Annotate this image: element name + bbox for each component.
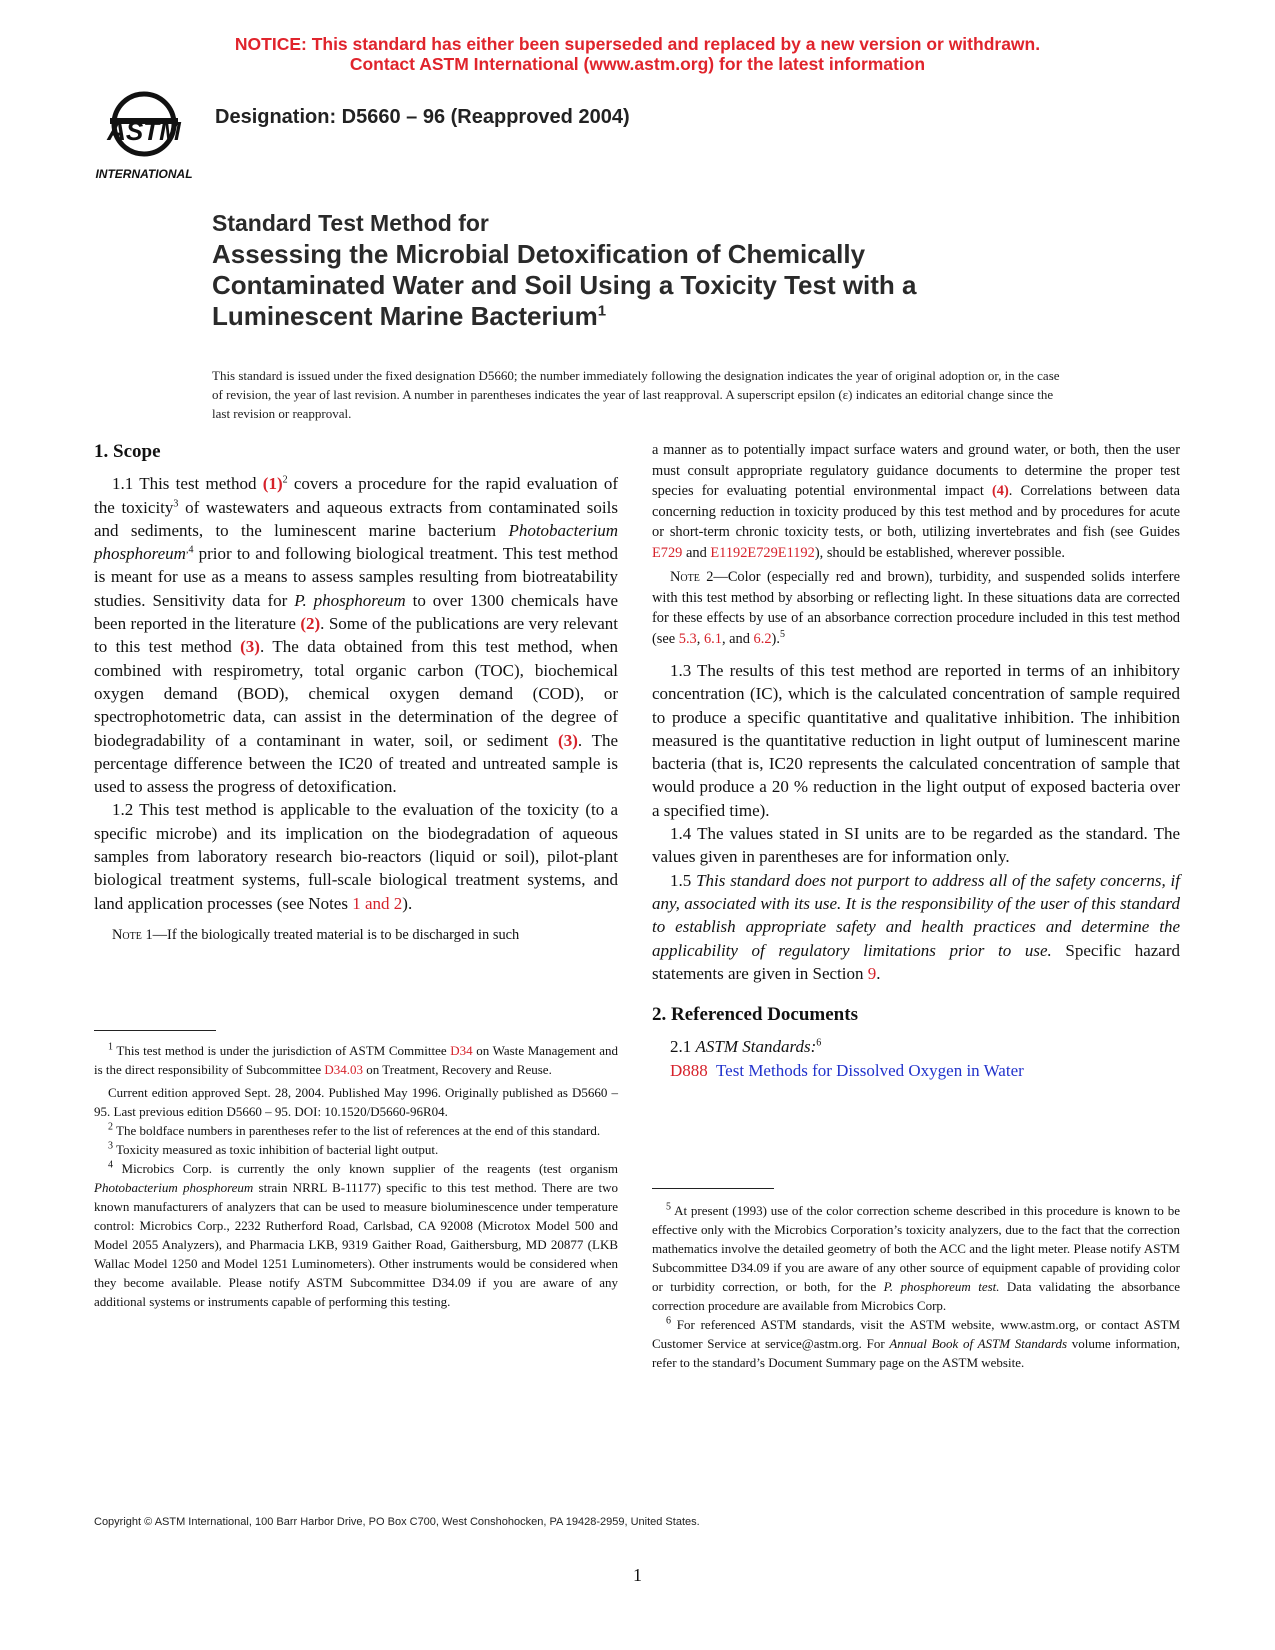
left-footnotes [94, 1030, 618, 1311]
footnote-4: $^4$ Microbics Corp. is currently the only known supplier of the reagents (test organism Photobacterium phosphoreum strain NRRL B-11177) specific to this test method. There are two known manufacturers of analyzers that can be used to measure bioluminescence under temperature control: Microbics Corp., 2232 Rutherford Road, Carlsbad, CA 92008 (Microtox Model 500 and Model 2055 Analyzers), and Pharmacia LKB, 9319 Gaither Road, Gaithersburg, MD 20877 (LKB Wallac Model 1250 and Model 1251 Luminometers). Other instruments would be considered when they become available. Please notify ASTM Subcommittee D34.09 if you are aware of any additional systems or instruments capable of performing this testing. [94, 1159, 618, 1309]
section-link-9[interactable]: 9 [867, 963, 877, 983]
edition-note: Current edition approved Sept. 28, 2004. Published May 1996. Originally published as D5660 – 95. Last previous edition D5660 – 95. DOI: 10.1520/D5660-96R04. [94, 1085, 618, 1119]
right-footnotes [652, 1188, 1180, 1372]
title-line-3: Contaminated Water and Soil Using a Toxicity Test with a [212, 270, 917, 300]
footnote-rule [94, 1030, 216, 1031]
title-line-2: Assessing the Microbial Detoxification of Chemically [212, 239, 866, 269]
title-line-4: Luminescent Marine Bacterium [212, 301, 598, 331]
title-footnote-mark: 1 [597, 302, 607, 320]
guide-link-e729[interactable]: E729 [652, 544, 683, 561]
footnote-6: $^6$ For referenced ASTM standards, visit the ASTM website, www.astm.org, or contact ASTM Customer Service at service@astm.org. For Annual Book of ASTM Standards volume information, refer to the standard’s Document Summary page on the ASTM website. [652, 1315, 1181, 1370]
footnote-1: $^1$ This test method is under the jurisdiction of ASTM Committee D34 on Waste Management and is the direct responsibility of Subcommittee D34.03 on Treatment, Recovery and Reuse. [94, 1041, 619, 1077]
note-2: Note 2—Color (especially red and brown), turbidity, and suspended solids interfere with this test method by absorbing or reflecting light. In these situations data are corrected for these effects by use of an absorbance correction procedure included in this test method (see 5.3, 6.1, and 6.2).$^5$ [652, 569, 1180, 647]
footnote-5: $^5$ At present (1993) use of the color correction scheme described in this procedure is known to be effective only with the Microbics Corporation’s toxicity analyzers, due to the fact that the correction mathematics involve the detailed geometry of both the ACC and the light meter. Please notify ASTM Subcommittee D34.09 if you are aware of any other source of equipment capable of providing color or turbidity correction, or both, for the P. phosphoreum test. Data validating the absorbance correction procedure are available from Microbics Corp. [652, 1201, 1180, 1313]
note-1-start: Note 1—If the biologically treated material is to be discharged in such [112, 926, 520, 943]
paragraph-1-4: 1.4 The values stated in SI units are to be regarded as the standard. The values given in parentheses are for information only. [652, 824, 1180, 867]
copyright-line: Copyright © ASTM International, 100 Barr Harbor Drive, PO Box C700, West Conshohocken, PA 19428-2959, United States. [94, 1516, 700, 1528]
section-link-6-2[interactable]: 6.2 [753, 630, 772, 647]
ref-link-1[interactable]: (1) [262, 474, 283, 494]
paragraph-1-3: 1.3 The results of this test method are reported in terms of an inhibitory concentration (IC), which is the calculated concentration of sample required to produce a specific quantitative and qualitative inhibition. The inhibition measured is the quantitative reduction in light output of luminescent marine bacteria (that is, IC20 represents the calculated concentration of sample that would produce a 20 % reduction in the light output of exposed bacteria over a specified time). [652, 661, 1180, 820]
ref-link-3b[interactable]: (3) [558, 730, 578, 750]
section-link-5-3[interactable]: 5.3 [678, 630, 697, 647]
section-heading-referenced: 2. Referenced Documents [652, 1004, 858, 1026]
footnote-2: $^2$ The boldface numbers in parentheses refer to the list of references at the end of this standard. [108, 1121, 601, 1138]
document-title [212, 208, 1112, 332]
paragraph-1-5: 1.5 This standard does not purport to address all of the safety concerns, if any, associated with its use. It is the responsibility of the user of this standard to establish appropriate safety and health practices and determine the applicability of regulatory limitations prior to use. Specific hazard statements are given in Section 9. [652, 870, 1180, 983]
referenced-doc-d888[interactable]: D888 Test Methods for Dissolved Oxygen in Water [670, 1060, 1024, 1080]
paragraph-1-1: 1.1 This test method $(1)^2$ covers a procedure for the rapid evaluation of the toxicity$^3$ of wastewaters and aqueous extracts from contaminated soils and sediments, to the luminescent marine bacterium Photobacterium phosphoreum$^{,4}$ prior to and following biological treatment. This test method is meant for use as a means to assess samples resulting from biotreatability studies. Sensitivity data for P. phosphoreum to over 1300 chemicals have been reported in the literature (2). Some of the publications are very relevant to this test method (3). The data obtained from this test method, when combined with respirometry, total organic carbon (TOC), biochemical oxygen demand (BOD), chemical oxygen demand (COD), or spectrophotometric data, can assist in the determination of the degree of biodegradability of a contaminant in water, soil, or sediment (3). The percentage difference between the IC20 of treated and untreated sample is used to assess the progress of detoxification. [94, 474, 619, 797]
committee-link[interactable]: D34 [450, 1043, 473, 1058]
notice-line-2: Contact ASTM International (www.astm.org) for the latest information [349, 54, 926, 74]
logo-subtitle: INTERNATIONAL [95, 167, 193, 181]
note-1-continued: a manner as to potentially impact surface waters and ground water, or both, then the user must consult appropriate regulatory guidance documents to determine the proper test species for evaluating potential environmental impact (4). Correlations between data concerning reduction in toxicity produced by this test method and by procedures for acute or short-term chronic toxicity tests, or both, utilizing invertebrates and fish (see Guides E729 and E1192E729E1192), should be established, wherever possible. [652, 442, 1180, 561]
section-link-6-1[interactable]: 6.1 [703, 630, 722, 647]
title-line-1: Standard Test Method for [212, 210, 489, 236]
left-column [94, 440, 619, 1309]
ref-link-3[interactable]: (3) [240, 637, 260, 657]
ref-link-4[interactable]: (4) [992, 483, 1009, 499]
footnote-3: $^3$ Toxicity measured as toxic inhibition of bacterial light output. [108, 1140, 439, 1157]
guide-link-e1192[interactable]: E1192E729E1192 [710, 544, 815, 561]
right-column [652, 440, 1181, 1370]
issuance-note: This standard is issued under the fixed designation D5660; the number immediately following the designation indicates the year of original adoption or, in the case of revision, the year of last revision. A number in parentheses indicates the year of last reapproval. A superscript epsilon (ε) indicates an editorial change since the last revision or reapproval. [212, 368, 1060, 421]
astm-standards-subheading: 2.1 ASTM Standards:$^6$ [670, 1037, 822, 1057]
astm-logo-mark [92, 84, 200, 184]
subcommittee-link[interactable]: D34.03 [324, 1062, 363, 1077]
astm-logo [92, 84, 200, 184]
paragraph-1-2: 1.2 This test method is applicable to the evaluation of the toxicity (to a specific microbe) and its implication on the biodegradation of aqueous samples from laboratory research bio-reactors (liquid or soil), pilot-plant biological treatment systems, full-scale biological treatment systems, and land application processes (see Notes 1 and 2). [94, 800, 618, 913]
designation: Designation: D5660 – 96 (Reapproved 2004) [215, 106, 630, 128]
notes-link[interactable]: 1 and 2 [352, 893, 403, 913]
ref-link-2[interactable]: (2) [300, 614, 321, 634]
withdrawal-notice [0, 34, 1275, 74]
footnote-rule-right [652, 1188, 774, 1189]
logo-letters: ASTM [107, 116, 181, 146]
notice-line-1: NOTICE: This standard has either been superseded and replaced by a new version or withdrawn. [234, 34, 1041, 54]
section-heading-scope: 1. Scope [94, 441, 161, 462]
page-number: 1 [633, 1565, 642, 1585]
